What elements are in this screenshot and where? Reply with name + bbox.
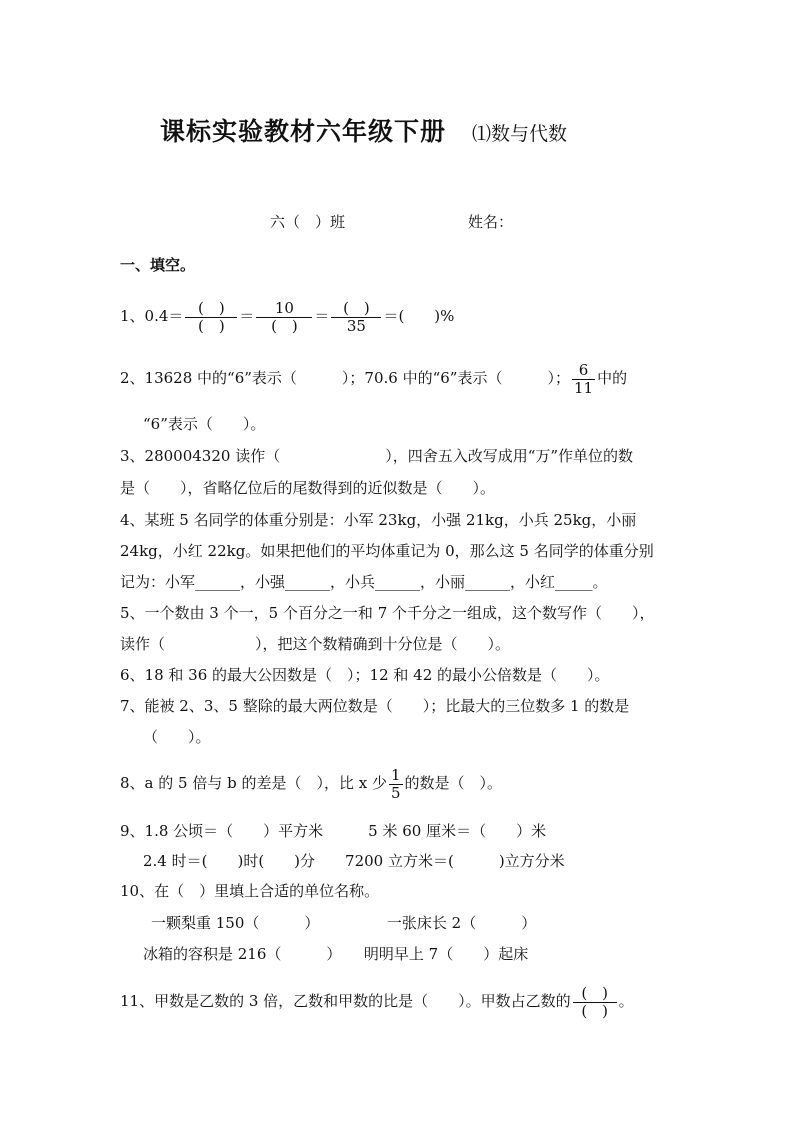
q11-denominator: ( )	[581, 1001, 609, 1020]
section-heading: 一、填空。	[120, 256, 196, 274]
q11-numerator: ( )	[573, 985, 617, 1003]
q8-denominator: 5	[390, 783, 401, 802]
question-4-line-1: 4、某班 5 名同学的体重分别是：小军 23kg，小强 21kg，小兵 25kg，小丽	[120, 511, 637, 529]
q1-f2-numerator: 10	[256, 300, 312, 318]
q2-denominator: 11	[573, 378, 594, 397]
q2-after: 中的	[597, 369, 628, 387]
q1-f1-numerator: ( )	[185, 300, 237, 318]
class-field: 六（ ）班	[270, 213, 346, 231]
q1-prefix: 1、0.4＝	[120, 307, 184, 325]
question-4-line-3: 记为：小军______，小强______，小兵______，小丽______，小红_____。	[120, 573, 608, 591]
question-4-line-2: 24kg，小红 22kg。如果把他们的平均体重记为 0，那么这 5 名同学的体重分别	[120, 542, 654, 560]
q11-fraction	[573, 985, 617, 1020]
name-field: 姓名：	[468, 213, 514, 231]
question-3-line-1: 3、280004320 读作（ ），四舍五入改写成用“万”作单位的数	[120, 447, 634, 465]
question-10-line-3: 冰箱的容积是 216（ ） 明明早上 7（ ）起床	[143, 945, 529, 963]
question-10-line-2: 一颗梨重 150（ ） 一张床长 2（ ）	[151, 914, 537, 932]
q1-fraction-3	[331, 300, 381, 335]
q1-fraction-2	[256, 300, 312, 335]
question-6: 6、18 和 36 的最大公因数是（ ）；12 和 42 的最小公倍数是（ ）。	[120, 666, 610, 684]
question-7-line-2: （ ）。	[143, 728, 211, 746]
q8-numerator: 1	[390, 765, 401, 784]
q1-f1-denominator: ( )	[198, 316, 225, 335]
q2-fraction	[572, 362, 595, 397]
q11-before: 11、甲数是乙数的 3 倍，乙数和甲数的比是（ ）。甲数占乙数的	[120, 992, 571, 1010]
question-8	[120, 765, 502, 802]
q11-after: 。	[618, 992, 634, 1010]
q1-f2-denominator: ( )	[271, 316, 298, 335]
q2-text: 2、13628 中的“6”表示（ ）；70.6 中的“6”表示（ ）；	[120, 369, 570, 387]
title-main: 课标实验教材六年级下册	[160, 117, 447, 146]
question-1	[120, 298, 454, 335]
q1-equals-1: ＝	[239, 307, 255, 325]
question-5-line-2: 读作（ ），把这个数精确到十分位是（ ）。	[120, 635, 511, 653]
question-3-line-2: 是（ ），省略亿位后的尾数得到的近似数是（ ）。	[120, 479, 496, 497]
question-5-line-1: 5、一个数由 3 个一，5 个百分之一和 7 个千分之一组成，这个数写作（ ），	[120, 604, 655, 622]
page-title	[160, 112, 567, 148]
question-11	[120, 983, 634, 1020]
q8-after: 的数是（ ）。	[404, 774, 503, 792]
question-9-line-1: 9、1.8 公顷＝（ ）平方米 5 米 60 厘米＝（ ）米	[120, 822, 547, 840]
q1-fraction-1	[185, 300, 237, 335]
q1-equals-2: ＝	[314, 307, 330, 325]
q1-f3-denominator: 35	[346, 316, 366, 335]
question-7-line-1: 7、能被 2、3、5 整除的最大两位数是（ ）；比最大的三位数多 1 的数是	[120, 697, 630, 715]
q1-suffix: ＝( )%	[383, 307, 455, 325]
question-10-line-1: 10、在（ ）里填上合适的单位名称。	[120, 882, 380, 900]
question-9-line-2: 2.4 时＝( )时( )分 7200 立方米＝( )立方分米	[143, 852, 565, 870]
q8-before: 8、a 的 5 倍与 b 的差是（ ），比 x 少	[120, 774, 387, 792]
title-sub: ⑴数与代数	[472, 123, 568, 145]
question-2-line-2: “6”表示（ ）。	[143, 415, 266, 433]
q2-numerator: 6	[572, 362, 595, 380]
q1-f3-numerator: ( )	[331, 300, 381, 318]
q8-fraction	[389, 767, 403, 802]
question-2	[120, 360, 627, 397]
